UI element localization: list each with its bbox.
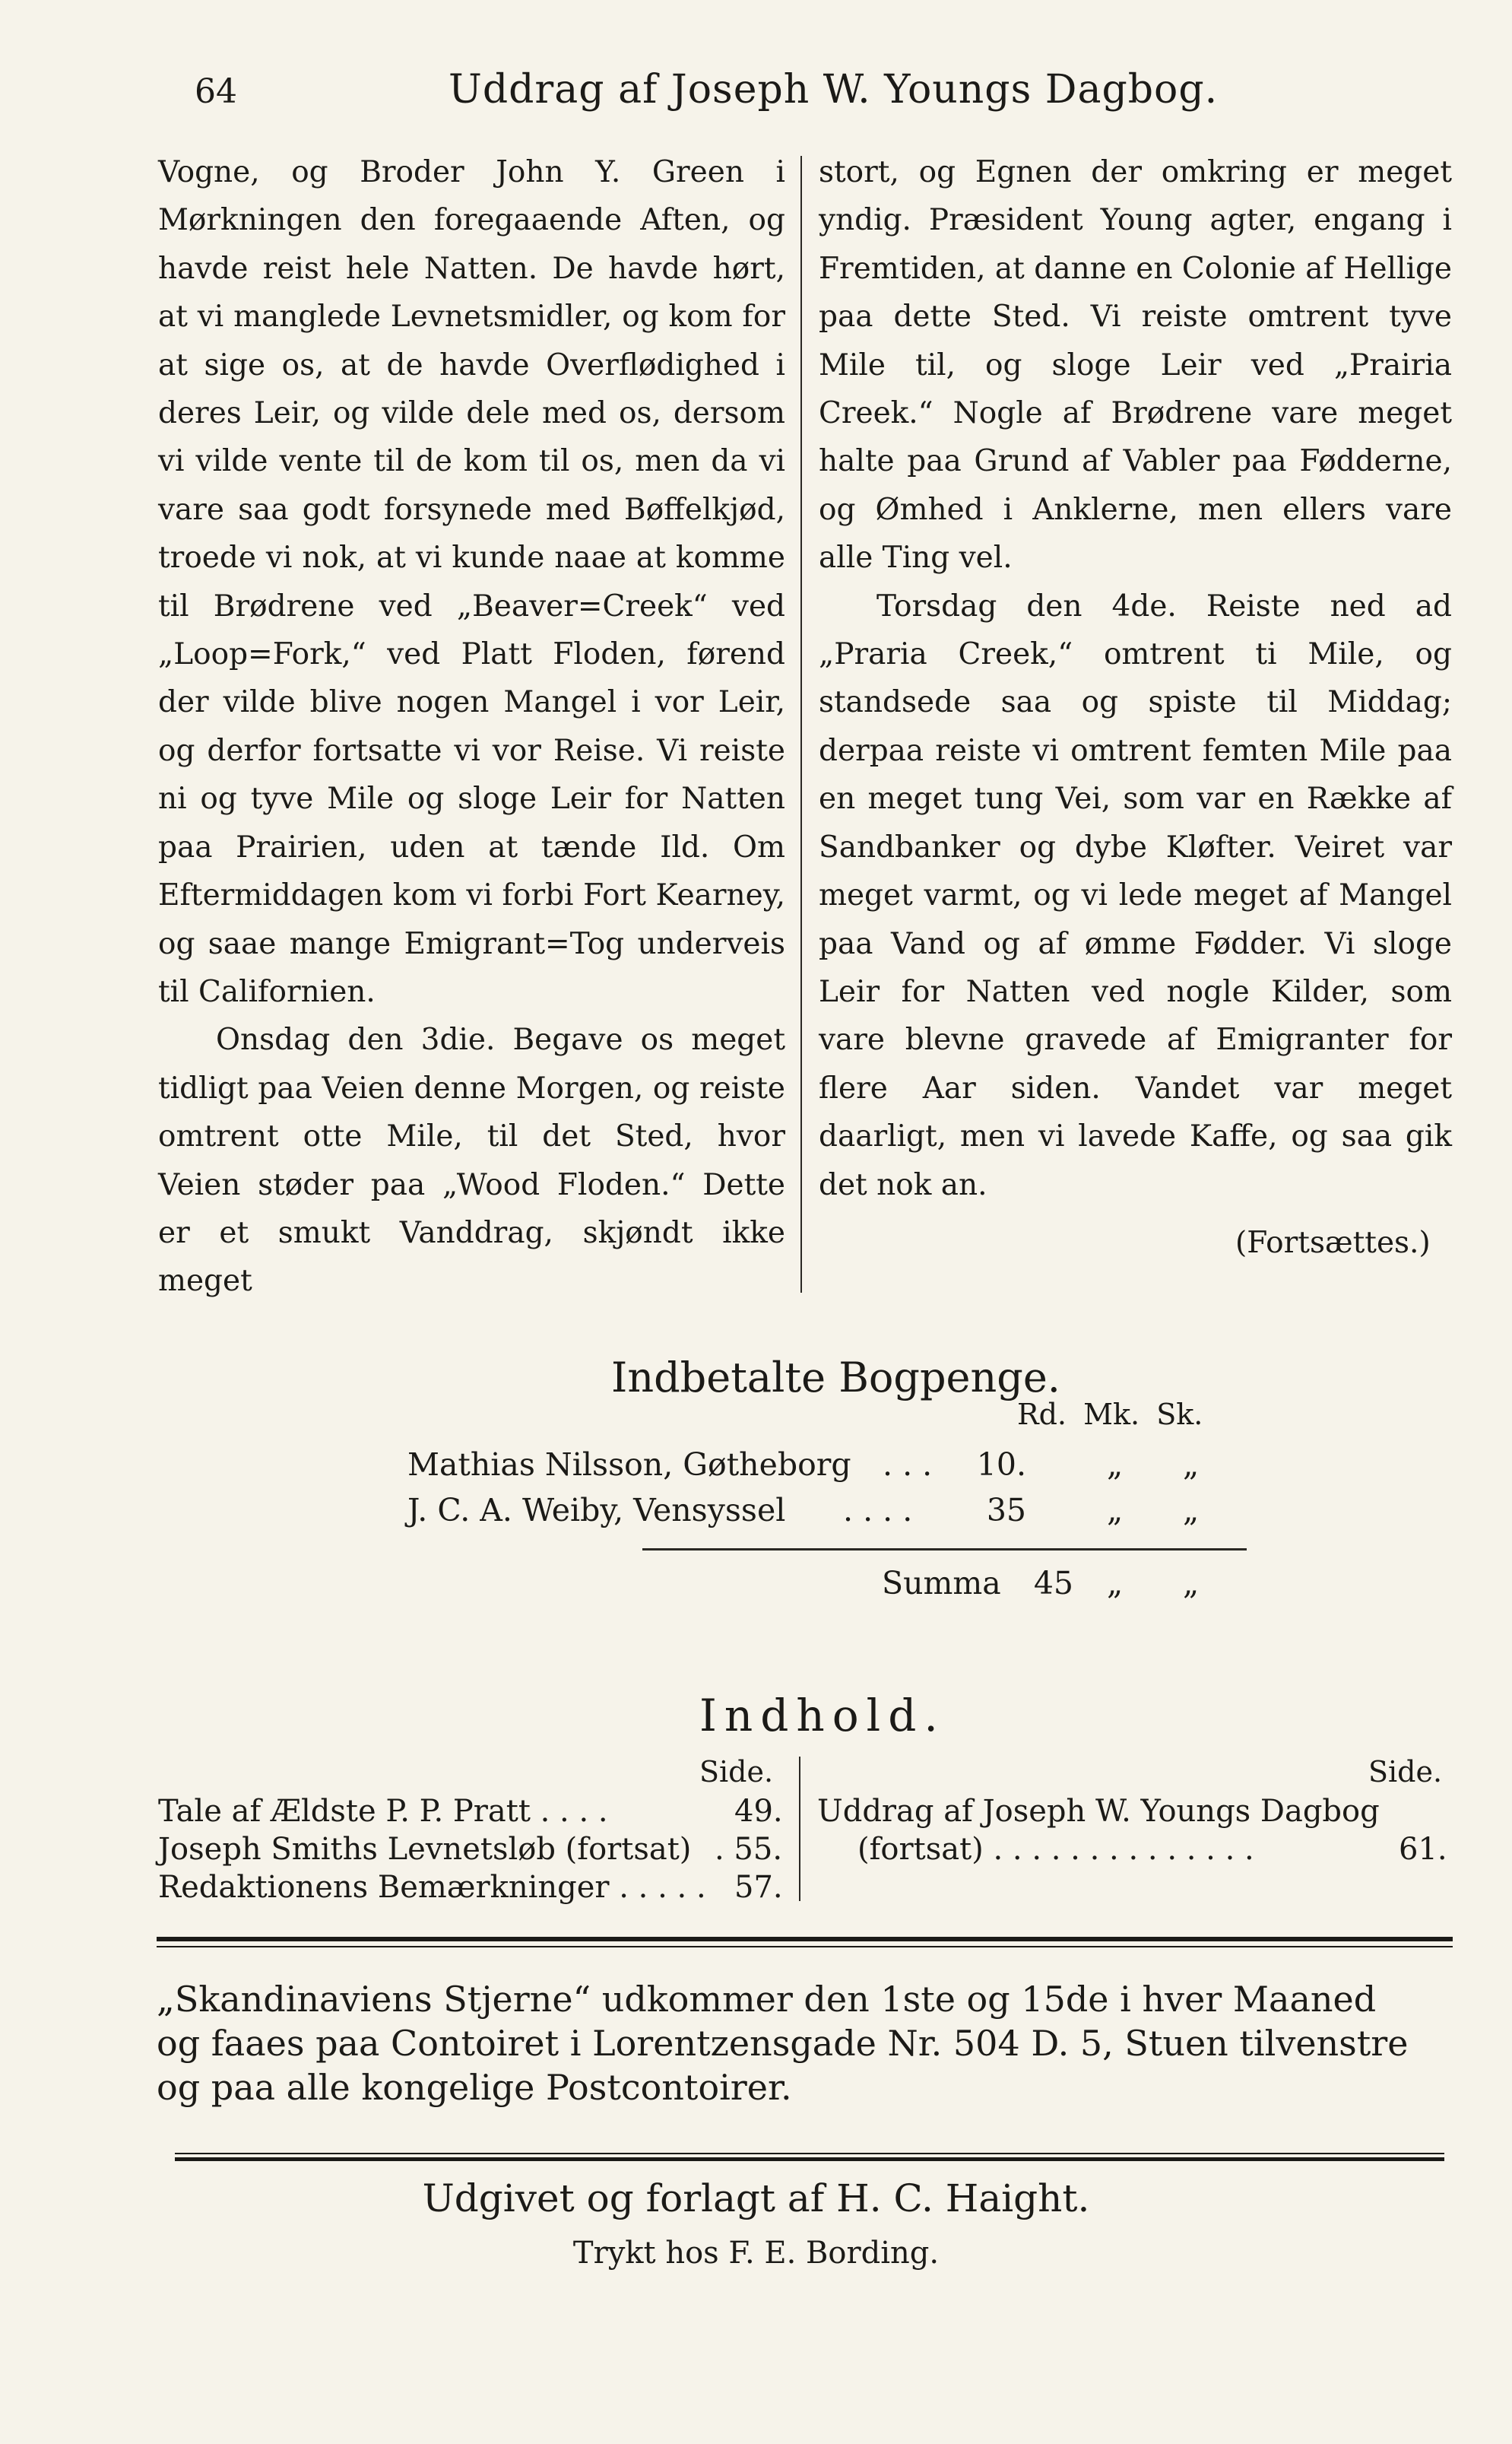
receipt-rd: 35 [986,1492,1026,1528]
imprint-rule-thin [175,2153,1444,2154]
running-head: Uddrag af Joseph W. Youngs Dagbog. [449,67,1219,113]
publication-notice [157,1977,1453,2109]
page-number: 64 [195,72,237,111]
receipt-rd: 10. [976,1446,1026,1483]
contents-side-label: Side. [699,1755,774,1789]
receipt-mk: „ [1107,1492,1124,1528]
toc-entry-text: Redaktionens Bemærkninger . . . . . [158,1870,706,1905]
article-paragraph: Vogne, og Broder John Y. Green i Mørkningen den foregaaende Aften, og havde reist hele Natten. De havde hørt, at vi manglede Levnetsmidler, og kom for at sige os, at de havde Overflødighed i deres Leir, og vilde dele med os, dersom vi vilde vente til de kom til os, men da vi vare saa godt forsynede med Bøffelkjød, troede vi nok, at vi kunde naae at komme til Brødrene ved „Beaver=Creek“ ved „Loop=Fork,“ ved Platt Floden, førend der vilde blive nogen Mangel i vor Leir, og derfor fortsatte vi vor Reise. Vi reiste ni og tyve Mile og sloge Leir for Natten paa Prairien, uden at tænde Ild. Om Eftermiddagen kom vi forbi Fort Kearney, og saae mange Emigrant=Tog underveis til Californien. [158,155,785,1009]
toc-entry-page: 49. [734,1794,783,1829]
sum-mk: „ [1107,1565,1124,1601]
receipt-mk: „ [1107,1446,1124,1483]
imprint-printer: Trykt hos F. E. Bording. [572,2236,940,2271]
section-rule [157,1937,1453,1941]
article-paragraph: Torsdag den 4de. Reiste ned ad „Praria Creek,“ omtrent ti Mile, og standsede saa og spiste til Middag; derpaa reiste vi omtrent femten Mile paa en meget tung Vei, som var en Række af Sandbanker og dybe Kløfter. Veiret var meget varmt, og vi lede meget af Mangel paa Vand og af ømme Fødder. Vi sloge Leir for Natten ved nogle Kilder, som vare blevne gravede af Emigranter for flere Aar siden. Vandet var meget daarligt, men vi lavede Kaffe, og saa gik det nok an. [819,589,1452,1202]
receipts-rule [642,1548,1247,1551]
receipt-sk: „ [1183,1446,1200,1483]
contents-title: Indhold. [699,1690,946,1741]
toc-entry [158,1830,691,1868]
article-paragraph: stort, og Egnen der omkring er meget yndig. Præsident Young agter, engang i Fremtiden, at danne en Colonie af Hellige paa dette Sted. Vi reiste omtrent tyve Mile til, og sloge Leir ved „Prairia Creek.“ Nogle af Brødrene vare meget halte paa Grund af Vabler paa Fødderne, og Ømhed i Anklerne, men ellers vare alle Ting vel. [819,155,1452,576]
imprint-rule [175,2157,1444,2161]
toc-entry-text: Tale af Ældste P. P. Pratt . . . . [158,1794,608,1829]
contents-divider [799,1757,800,1901]
toc-entry-page: 57. [734,1870,783,1905]
receipt-dots: . . . [883,1446,933,1483]
article-right-column [819,148,1452,1209]
receipts-title: Indbetalte Bogpenge. [611,1354,1060,1401]
toc-entry [857,1830,1254,1868]
article-left-column [158,148,785,1306]
toc-entry-page: 61. [1399,1832,1447,1867]
toc-entry-page: . 55. [715,1832,783,1867]
receipt-name: J. C. A. Weiby, Vensyssel [407,1492,786,1528]
currency-header: Rd. Mk. Sk. [1017,1398,1203,1431]
toc-entry-text: Uddrag af Joseph W. Youngs Dagbog [817,1794,1380,1829]
sum-sk: „ [1183,1565,1200,1601]
toc-entry [817,1792,1380,1830]
continued-note: (Fortsættes.) [1235,1226,1431,1260]
receipt-dots: . . . . [843,1492,913,1528]
toc-entry [158,1868,706,1906]
notice-line: „Skandinaviens Stjerne“ udkommer den 1ste og 15de i hver Maaned [157,1979,1377,2020]
sum-value: 45 [1033,1565,1073,1601]
toc-entry-text: (fortsat) . . . . . . . . . . . . . . [857,1832,1254,1867]
imprint-publisher: Udgivet og forlagt af H. C. Haight. [422,2176,1090,2220]
notice-line: og paa alle kongelige Postcontoirer. [157,2067,792,2108]
notice-line: og faaes paa Contoiret i Lorentzensgade Nr. 504 D. 5, Stuen tilvenstre [157,2023,1409,2064]
section-rule-thin [157,1946,1453,1947]
toc-entry-text: Joseph Smiths Levnetsløb (fortsat) [158,1832,692,1867]
receipt-sk: „ [1183,1492,1200,1528]
sum-label: Summa [882,1565,1001,1601]
column-divider [800,156,802,1293]
article-paragraph: Onsdag den 3die. Begave os meget tidligt paa Veien denne Morgen, og reiste omtrent otte Mile, til det Sted, hvor Veien støder paa „Wood Floden.“ Dette er et smukt Vanddrag, skjøndt ikke meget [158,1023,785,1299]
toc-entry [158,1792,608,1830]
contents-side-label: Side. [1368,1755,1443,1789]
receipt-name: Mathias Nilsson, Gøtheborg [407,1446,851,1483]
